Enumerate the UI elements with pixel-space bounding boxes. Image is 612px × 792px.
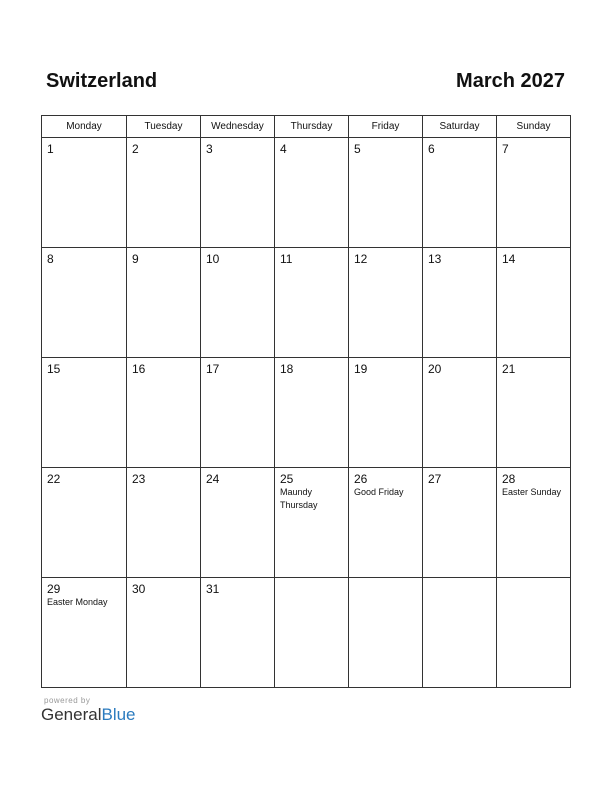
month-title: March 2027 (456, 70, 565, 92)
day-cell (201, 358, 275, 468)
day-cell (42, 138, 127, 248)
day-number: 4 (280, 142, 287, 156)
day-number: 23 (132, 472, 146, 486)
holiday-label: Easter Monday (47, 597, 108, 607)
day-cell (423, 248, 497, 358)
day-cell (349, 138, 423, 248)
powered-by-text: powered by (44, 696, 91, 705)
day-cell (201, 138, 275, 248)
day-number: 16 (132, 362, 146, 376)
day-number: 2 (132, 142, 139, 156)
day-cell (423, 468, 497, 578)
day-number: 15 (47, 362, 61, 376)
day-number: 18 (280, 362, 294, 376)
day-cell (423, 358, 497, 468)
day-number: 1 (47, 142, 54, 156)
weekday-friday: Friday (349, 116, 423, 138)
day-number: 19 (354, 362, 368, 376)
day-cell (42, 248, 127, 358)
day-number: 22 (47, 472, 61, 486)
day-cell (42, 578, 127, 688)
day-cell (497, 468, 571, 578)
calendar-table (41, 115, 571, 688)
branding (41, 696, 136, 725)
day-number: 24 (206, 472, 220, 486)
day-cell (127, 358, 201, 468)
week-row (42, 578, 571, 688)
day-cell (349, 358, 423, 468)
day-number: 13 (428, 252, 442, 266)
day-cell (201, 468, 275, 578)
weekday-tuesday: Tuesday (127, 116, 201, 138)
day-cell (42, 468, 127, 578)
day-cell (201, 578, 275, 688)
day-cell (127, 578, 201, 688)
logo-blue: Blue (101, 705, 136, 724)
day-number: 20 (428, 362, 442, 376)
day-number: 12 (354, 252, 368, 266)
day-number: 10 (206, 252, 220, 266)
day-cell (127, 248, 201, 358)
day-number: 7 (502, 142, 509, 156)
week-row (42, 248, 571, 358)
day-number: 28 (502, 472, 516, 486)
day-cell (349, 248, 423, 358)
weekday-wednesday: Wednesday (201, 116, 275, 138)
day-number: 5 (354, 142, 361, 156)
day-cell (201, 248, 275, 358)
logo-general: General (41, 705, 102, 724)
country-title: Switzerland (46, 70, 158, 92)
holiday-label: Maundy Thursday (280, 487, 318, 510)
week-row (42, 358, 571, 468)
generalblue-logo (41, 705, 136, 725)
empty-day-cell (423, 578, 497, 688)
day-number: 11 (280, 252, 293, 266)
holiday-label: Good Friday (354, 487, 404, 497)
empty-day-cell (275, 578, 349, 688)
day-cell (423, 138, 497, 248)
day-number: 8 (47, 252, 54, 266)
day-cell (275, 358, 349, 468)
weekday-thursday: Thursday (275, 116, 349, 138)
week-row (42, 138, 571, 248)
day-number: 3 (206, 142, 213, 156)
day-number: 14 (502, 252, 516, 266)
day-cell (275, 138, 349, 248)
day-number: 17 (206, 362, 220, 376)
weekday-header-row (42, 116, 571, 138)
weekday-saturday: Saturday (423, 116, 497, 138)
day-number: 21 (502, 362, 516, 376)
day-cell (275, 468, 349, 578)
day-number: 25 (280, 472, 294, 486)
week-row (42, 468, 571, 578)
empty-day-cell (497, 578, 571, 688)
holiday-label: Easter Sunday (502, 487, 562, 497)
day-number: 29 (47, 582, 61, 596)
day-cell (497, 138, 571, 248)
day-cell (42, 358, 127, 468)
day-cell (275, 248, 349, 358)
day-number: 26 (354, 472, 368, 486)
weekday-sunday: Sunday (497, 116, 571, 138)
day-cell (127, 138, 201, 248)
day-number: 27 (428, 472, 442, 486)
day-number: 30 (132, 582, 146, 596)
calendar-grid (41, 115, 570, 688)
day-cell (497, 248, 571, 358)
day-number: 31 (206, 582, 220, 596)
day-cell (349, 468, 423, 578)
day-number: 6 (428, 142, 435, 156)
empty-day-cell (349, 578, 423, 688)
day-cell (127, 468, 201, 578)
day-number: 9 (132, 252, 139, 266)
weekday-monday: Monday (42, 116, 127, 138)
day-cell (497, 358, 571, 468)
